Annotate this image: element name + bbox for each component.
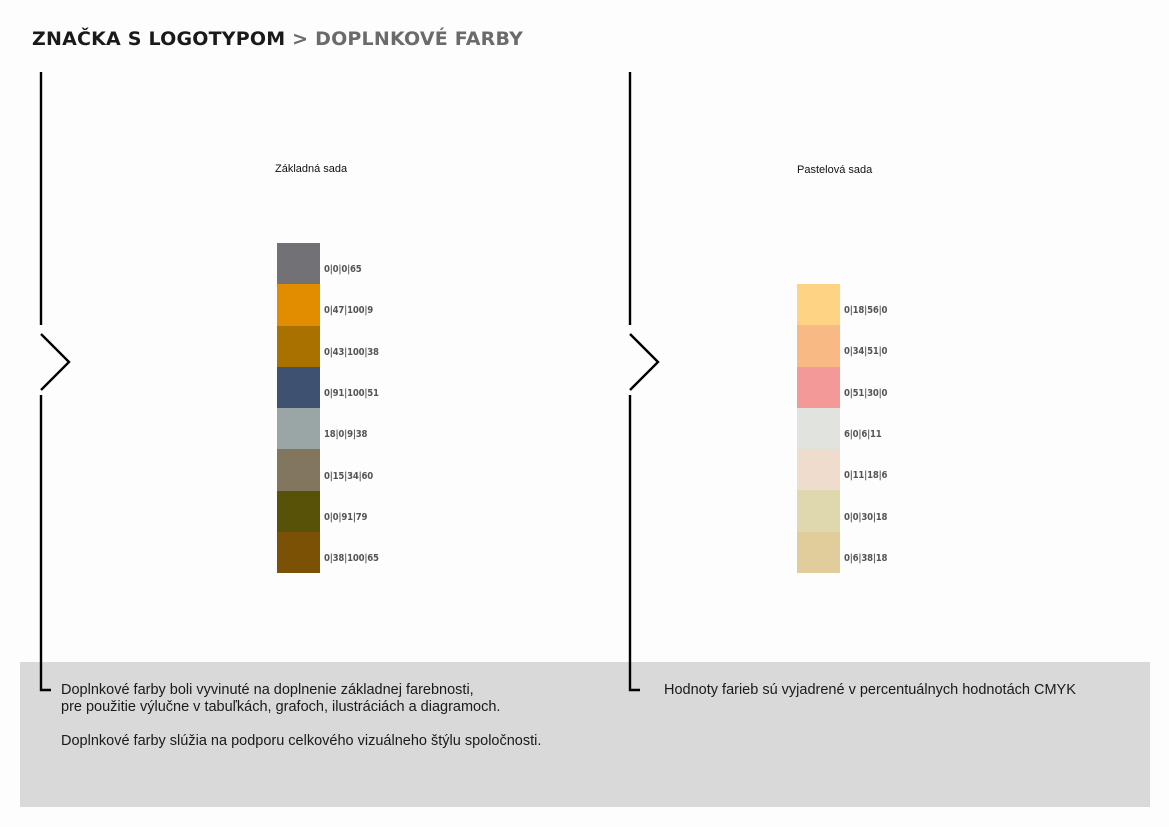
swatch-row [797,367,887,408]
swatch-row [797,408,887,449]
title-subtitle: DOPLNKOVÉ FARBY [315,28,524,50]
left-bracket [36,72,76,697]
pastel-set-label: Pastelová sada [797,164,873,176]
title-separator: > [292,28,309,50]
color-swatch [797,490,840,531]
swatch-row [797,325,887,366]
right-bracket [625,72,665,697]
swatch-row [797,532,887,573]
swatch-cmyk-code: 0|51|30|0 [844,387,888,399]
notes-right-line-1: Hodnoty farieb sú vyjadrené v percentuálnych hodnotách CMYK [664,682,1076,698]
swatch-row [277,449,379,490]
color-swatch [797,532,840,573]
notes-left [61,682,541,750]
swatch-row [277,367,379,408]
swatch-row [277,491,379,532]
notes-left-line-2: pre použitie výlučne v tabuľkách, grafoch, ilustráciách a diagramoch. [61,699,501,715]
swatch-cmyk-code: 0|38|100|65 [324,553,379,565]
color-swatch [277,408,320,449]
notes-right [664,682,1076,699]
color-swatch [797,367,840,408]
swatch-cmyk-code: 0|0|0|65 [324,264,362,276]
color-swatch [797,449,840,490]
swatch-row [797,284,887,325]
swatch-row [277,284,379,325]
swatch-row [797,490,887,531]
page-title [32,28,523,50]
swatch-cmyk-code: 6|0|6|11 [844,429,882,441]
swatch-cmyk-code: 18|0|9|38 [324,429,368,441]
title-main: ZNAČKA S LOGOTYPOM [32,28,286,50]
swatch-cmyk-code: 0|47|100|9 [324,305,373,317]
swatch-row [277,326,379,367]
notes-left-line-1: Doplnkové farby boli vyvinuté na doplnenie základnej farebnosti, [61,682,474,698]
color-swatch [277,284,320,325]
swatch-cmyk-code: 0|18|56|0 [844,305,888,317]
swatch-row [797,449,887,490]
color-swatch [277,491,320,532]
color-swatch [797,284,840,325]
basic-set-label: Základná sada [275,163,348,175]
swatch-row [277,243,379,284]
swatch-cmyk-code: 0|0|30|18 [844,511,888,523]
pastel-swatch-list [797,284,887,573]
swatch-cmyk-code: 0|0|91|79 [324,511,368,523]
color-swatch [277,243,320,284]
color-swatch [277,326,320,367]
swatch-row [277,532,379,573]
basic-swatch-list [277,243,379,573]
swatch-cmyk-code: 0|6|38|18 [844,552,888,564]
color-swatch [277,532,320,573]
color-swatch [797,408,840,449]
swatch-cmyk-code: 0|11|18|6 [844,470,888,482]
color-swatch [797,325,840,366]
swatch-cmyk-code: 0|91|100|51 [324,388,379,400]
color-swatch [277,367,320,408]
swatch-cmyk-code: 0|34|51|0 [844,346,888,358]
swatch-row [277,408,379,449]
swatch-cmyk-code: 0|43|100|38 [324,346,379,358]
notes-left-line-3: Doplnkové farby slúžia na podporu celkového vizuálneho štýlu spoločnosti. [61,733,542,749]
swatch-cmyk-code: 0|15|34|60 [324,470,373,482]
color-swatch [277,449,320,490]
